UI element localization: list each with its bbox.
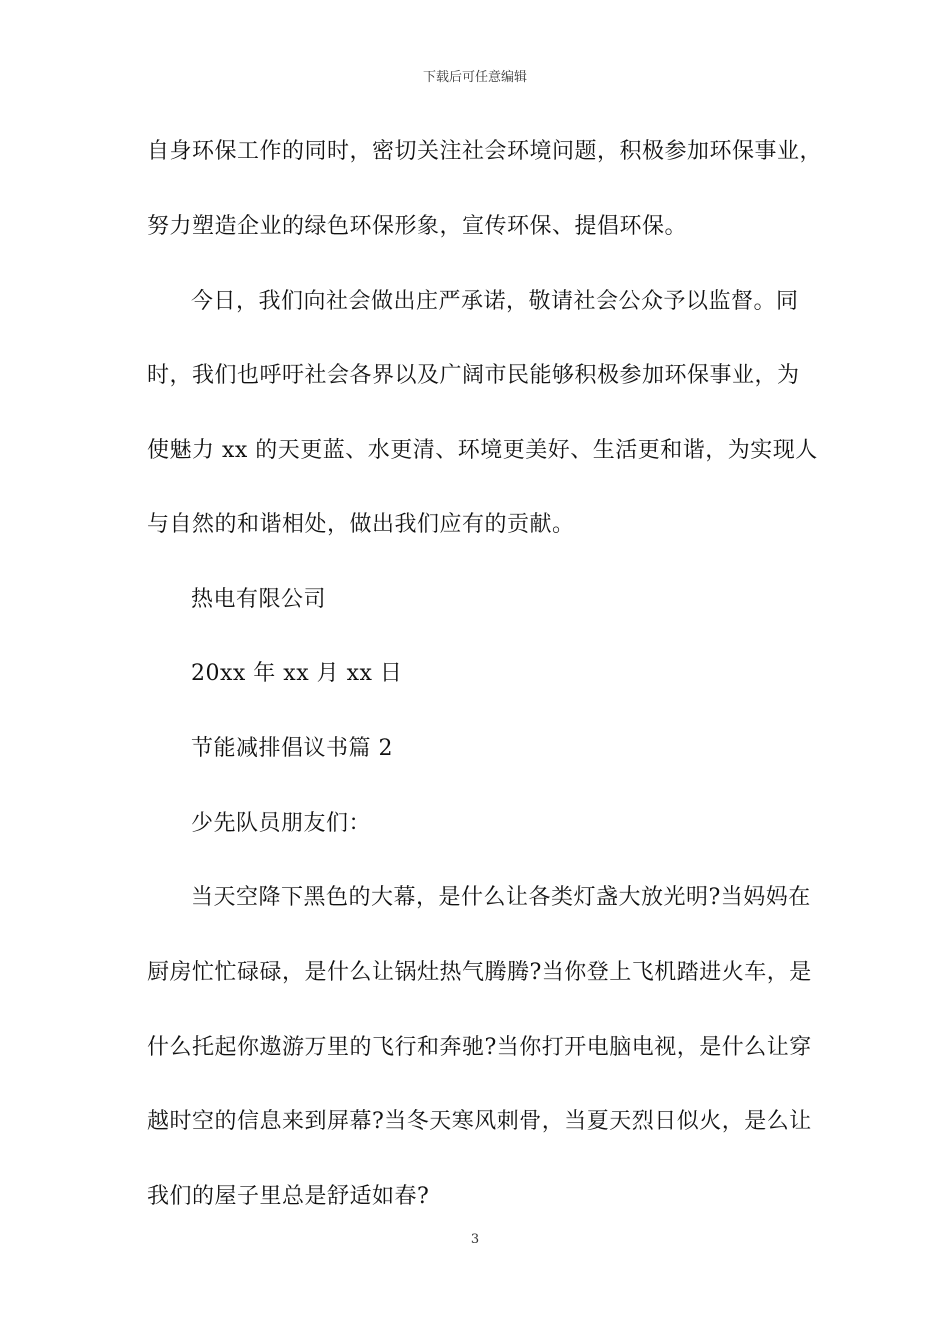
body-line: 厨房忙忙碌碌，是什么让锅灶热气腾腾?当你登上飞机踏进火车，是	[147, 960, 812, 985]
salutation: 少先队员朋友们：	[191, 811, 372, 836]
body-line: 当天空降下黑色的大幕，是什么让各类灯盏大放光明?当妈妈在	[191, 885, 811, 910]
signature-date: 20xx 年 xx 月 xx 日	[191, 661, 403, 686]
body-line: 什么托起你遨游万里的飞行和奔驰?当你打开电脑电视，是什么让穿	[147, 1035, 812, 1060]
signature-company: 热电有限公司	[191, 587, 327, 612]
body-line: 自身环保工作的同时，密切关注社会环境问题，积极参加环保事业，	[147, 139, 823, 164]
body-line: 今日，我们向社会做出庄严承诺，敬请社会公众予以监督。同	[191, 289, 799, 314]
body-line: 使魅力 xx 的天更蓝、水更清、环境更美好、生活更和谐，为实现人	[147, 438, 818, 463]
body-line: 越时空的信息来到屏幕?当冬天寒风刺骨，当夏天烈日似火，是么让	[147, 1109, 812, 1134]
page-header-note: 下载后可任意编辑	[422, 70, 527, 85]
body-line: 我们的屋子里总是舒适如春?	[147, 1184, 430, 1209]
section-title: 节能减排倡议书篇 2	[191, 736, 393, 761]
body-line: 时，我们也呼吁社会各界以及广阔市民能够积极参加环保事业，为	[147, 363, 800, 388]
page-number: 3	[470, 1232, 480, 1247]
body-line: 与自然的和谐相处，做出我们应有的贡献。	[147, 512, 575, 537]
body-line: 努力塑造企业的绿色环保形象，宣传环保、提倡环保。	[147, 214, 688, 239]
